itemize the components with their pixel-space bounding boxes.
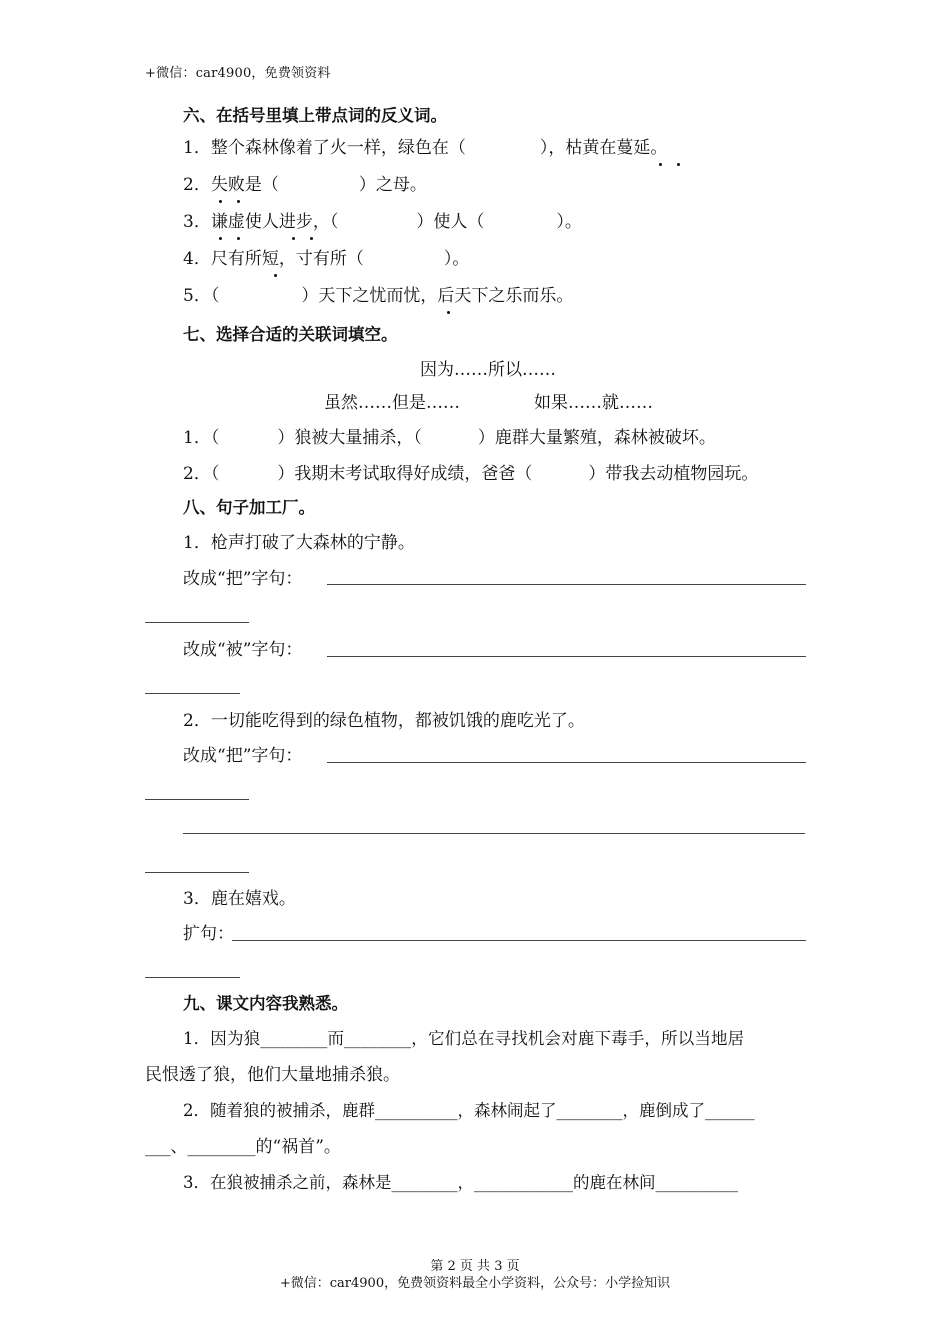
s6-q4-text-a: 4．尺有所短，寸有所（ xyxy=(183,249,364,269)
s7-q1-text-a: 1．（ xyxy=(183,428,220,448)
s9-q1-line2: 民恨透了狼，他们大量地捕杀狼。 xyxy=(145,1065,400,1085)
s9-q1-line1: 1．因为狼________而________，它们总在寻找机会对鹿下毒手，所以当地居 xyxy=(183,1029,745,1048)
s6-q5-text-b: ）天下之忧而忧，后天下之乐而乐。 xyxy=(301,286,574,306)
s9-q3-line1: 3．在狼被捕杀之前，森林是________，____________的鹿在林间__________ xyxy=(183,1173,738,1192)
footer-watermark: +微信：car4900，免费领资料最全小学资料，公众号：小学捡知识 xyxy=(279,1276,671,1291)
emphasis-dot xyxy=(659,163,662,166)
s6-q1-text-b: ），枯黄在蔓延。 xyxy=(539,138,668,158)
s6-q5 xyxy=(183,285,573,307)
answer-line[interactable] xyxy=(327,762,806,763)
s7-q2-text-b: ）我期末考试取得好成绩，爸爸（ xyxy=(277,464,533,484)
section8-title: 八、句子加工厂。 xyxy=(183,498,315,517)
emphasis-dot xyxy=(292,237,295,240)
emphasis-dot xyxy=(310,237,313,240)
emphasis-dot xyxy=(677,163,680,166)
s6-q1-text-a: 1．整个森林像着了火一样，绿色在（ xyxy=(183,138,466,158)
section6-title: 六、在括号里填上带点词的反义词。 xyxy=(183,106,447,125)
answer-line[interactable] xyxy=(327,584,806,585)
s7-q1-text-c: ）鹿群大量繁殖，森林被破坏。 xyxy=(477,428,716,448)
answer-line[interactable] xyxy=(145,872,249,873)
s9-q2-line2: ___、________的“祸首”。 xyxy=(145,1137,341,1157)
s8-q1: 1．枪声打破了大森林的宁静。 xyxy=(183,533,415,553)
conjunction-option-1: 因为……所以…… xyxy=(420,360,556,380)
conjunction-option-2: 虽然……但是…… xyxy=(324,393,460,413)
s8-q3: 3．鹿在嬉戏。 xyxy=(183,889,296,909)
ba-sentence-label: 改成“把”字句： xyxy=(183,569,303,589)
emphasis-dot xyxy=(237,237,240,240)
s7-q2-text-a: 2．（ xyxy=(183,464,220,484)
s6-q3-text-b: ）使人（ xyxy=(416,212,485,232)
s6-q4 xyxy=(183,248,469,270)
s6-q2-text-b: ）之母。 xyxy=(358,175,427,195)
s6-q2 xyxy=(183,174,427,196)
expand-sentence-label: 扩句： xyxy=(183,924,234,944)
s6-q1 xyxy=(183,137,667,159)
conjunction-option-3: 如果……就…… xyxy=(534,393,653,413)
header-watermark: +微信：car4900，免费领资料 xyxy=(145,66,331,81)
s7-q2 xyxy=(183,463,758,485)
s8-q2: 2．一切能吃得到的绿色植物，都被饥饿的鹿吃光了。 xyxy=(183,711,585,731)
section7-title: 七、选择合适的关联词填空。 xyxy=(183,325,398,344)
bei-sentence-label: 改成“被”字句： xyxy=(183,640,303,660)
s6-q3-text-c: ）。 xyxy=(556,212,582,232)
s9-q2-line1: 2．随着狼的被捕杀，鹿群__________，森林闹起了________，鹿倒成了______ xyxy=(183,1101,755,1120)
answer-line[interactable] xyxy=(145,622,249,623)
emphasis-dot xyxy=(447,311,450,314)
s7-q1 xyxy=(183,427,716,449)
s6-q3-text-a: 3．谦虚使人进步，（ xyxy=(183,212,339,232)
s6-q3 xyxy=(183,211,582,233)
answer-line[interactable] xyxy=(145,799,249,800)
ba-sentence-label-2: 改成“把”字句： xyxy=(183,746,303,766)
answer-line[interactable] xyxy=(183,833,805,834)
section9-title: 九、课文内容我熟悉。 xyxy=(183,994,348,1013)
answer-line[interactable] xyxy=(232,940,806,941)
s6-q5-text-a: 5．（ xyxy=(183,286,220,306)
emphasis-dot xyxy=(237,200,240,203)
answer-line[interactable] xyxy=(145,977,240,978)
s7-q1-text-b: ）狼被大量捕杀，（ xyxy=(277,428,422,448)
emphasis-dot xyxy=(219,237,222,240)
emphasis-dot xyxy=(274,274,277,277)
s6-q4-text-b: ）。 xyxy=(443,249,470,269)
emphasis-dot xyxy=(219,200,222,203)
page-number: 第 2 页 共 3 页 xyxy=(430,1259,520,1274)
answer-line[interactable] xyxy=(327,656,806,657)
answer-line[interactable] xyxy=(145,693,240,694)
s7-q2-text-c: ）带我去动植物园玩。 xyxy=(588,464,759,484)
s6-q2-text-a: 2．失败是（ xyxy=(183,175,279,195)
